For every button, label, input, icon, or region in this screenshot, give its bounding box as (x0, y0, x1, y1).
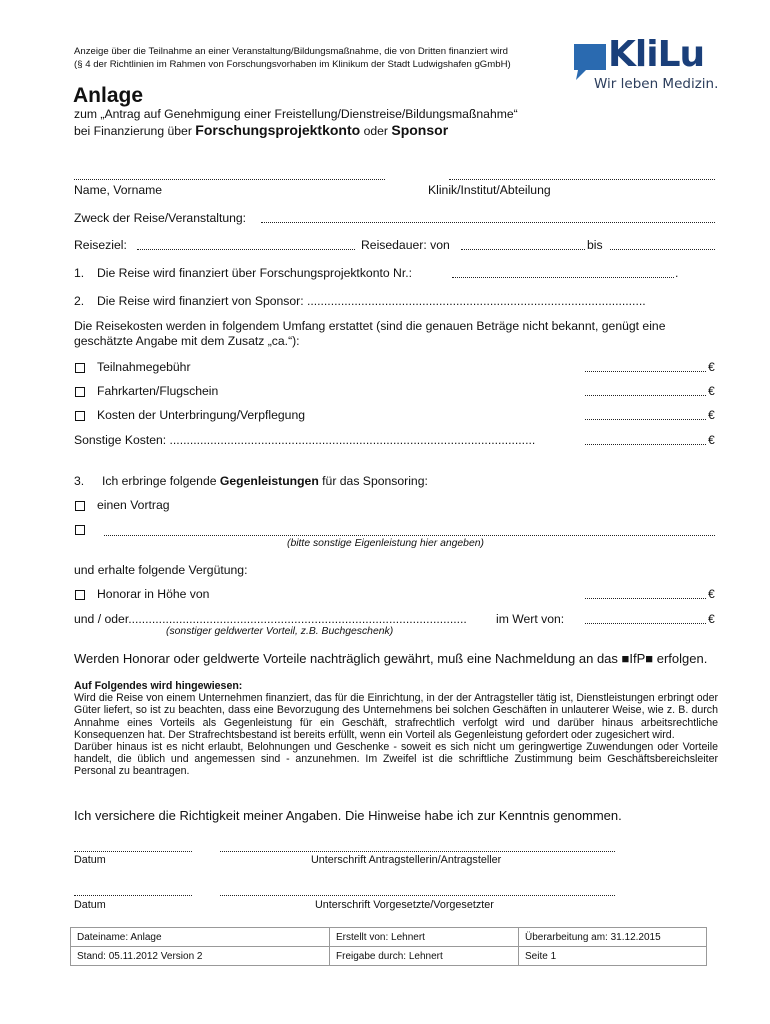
title-subline1: zum „Antrag auf Genehmigung einer Freistellung/Dienstreise/Bildungsmaßnahme“ (74, 107, 518, 121)
header-notice-line1: Anzeige über die Teilnahme an einer Veranstaltung/Bildungsmaßnahme, die von Dritten finanziert wird (74, 46, 508, 57)
name-label: Name, Vorname (74, 183, 163, 197)
purpose-field-line[interactable] (261, 222, 715, 223)
fee-amount-line[interactable] (585, 598, 706, 599)
table-cell: Seite 1 (519, 947, 707, 966)
talk-label: einen Vortrag (97, 498, 170, 512)
costs-intro-line2: geschätzte Angabe mit dem Zusatz „ca.“): (74, 334, 300, 348)
applicant-signature-line[interactable] (220, 851, 615, 852)
item1-end: . (675, 266, 679, 280)
table-cell: Dateiname: Anlage (71, 928, 330, 947)
header-notice-line2: (§ 4 der Richtlinien im Rahmen von Forschungsvorhaben im Klinikum der Stadt Ludwigshafen gGmbH) (74, 59, 511, 70)
duration-from-field-line[interactable] (461, 249, 585, 250)
currency-symbol: € (708, 587, 715, 601)
other-costs-label: Sonstige Kosten: ............................................................................................................ (74, 433, 536, 447)
other-service-hint: (bitte sonstige Eigenleistung hier angeben) (287, 538, 484, 549)
logo-tagline: Wir leben Medizin. (594, 76, 719, 92)
supervisor-signature-line[interactable] (220, 895, 615, 896)
assurance-statement: Ich versichere die Richtigkeit meiner Angaben. Die Hinweise habe ich zur Kenntnis genommen. (74, 808, 622, 823)
tickets-amount-line[interactable] (585, 395, 706, 396)
checkbox-tickets[interactable] (75, 387, 85, 397)
table-cell: Erstellt von: Lehnert (330, 928, 519, 947)
clinic-label: Klinik/Institut/Abteilung (428, 183, 551, 197)
costs-intro-line1: Die Reisekosten werden in folgendem Umfang erstattet (sind die genauen Beträge nicht bekannt, genügt eine (74, 319, 666, 333)
item3-number: 3. (74, 474, 85, 488)
cost-item-participation-fee: Teilnahmegebühr (97, 360, 191, 374)
subline2-prefix: bei Finanzierung über (74, 124, 196, 138)
subline2-bold-sponsor: Sponsor (391, 122, 449, 138)
other-costs-amount-line[interactable] (585, 444, 706, 445)
value-label: im Wert von: (496, 612, 565, 626)
destination-field-line[interactable] (137, 249, 355, 250)
duration-to-label: bis (587, 238, 603, 252)
table-cell: Freigabe durch: Lehnert (330, 947, 519, 966)
legal-notice-paragraph2: Darüber hinaus ist es nicht erlaubt, Belohnungen und Geschenke - soweit es sich nicht um geringwertige Zuwendungen oder Vorteile handelt, die üblich und angemessen sind - anzunehmen. Im Zweifel ist die schriftliche Zustimmung beim Geschäftsbereichsleiter Personal zu beantragen. (74, 741, 718, 778)
document-info-table (70, 927, 707, 966)
date-label-2: Datum (74, 899, 106, 911)
compensation-label: und erhalte folgende Vergütung: (74, 563, 248, 577)
checkbox-participation-fee[interactable] (75, 363, 85, 373)
legal-notice-paragraph1: Wird die Reise von einem Unternehmen finanziert, das für die Einrichtung, in der der Antragsteller tätig ist, Dienstleistungen erbringt oder Güter liefert, so ist zu beachten, dass eine Bevorzugung des Unternehmens bei solchen Geschäften in unlauterer Weise, wie z. B. durch Annahme eines Vorteils als Gegenleistung für ein Geschäft, strafrechtlich verfolgt wird und darüber hinaus arbeitsrechtliche Konsequenzen hat. Der Strafrechtsbestand ist bereits erfüllt, wenn ein Vorteil als Gegenleistung gefordert oder zugesichert wird. (74, 692, 718, 741)
currency-symbol: € (708, 612, 715, 626)
item3-text (102, 474, 428, 488)
item3-suffix: für das Sponsoring: (318, 474, 428, 488)
checkbox-accommodation[interactable] (75, 411, 85, 421)
duration-to-field-line[interactable] (610, 249, 715, 250)
date-label-1: Datum (74, 854, 106, 866)
currency-symbol: € (708, 433, 715, 447)
participation-fee-amount-line[interactable] (585, 371, 706, 372)
date-field-line-2[interactable] (74, 895, 192, 896)
item1-number: 1. (74, 266, 85, 280)
item3-prefix: Ich erbringe folgende (102, 474, 220, 488)
supervisor-signature-label: Unterschrift Vorgesetzte/Vorgesetzter (315, 899, 494, 911)
table-cell: Überarbeitung am: 31.12.2015 (519, 928, 707, 947)
date-field-line-1[interactable] (74, 851, 192, 852)
checkbox-fee[interactable] (75, 590, 85, 600)
table-row (71, 928, 707, 947)
applicant-signature-label: Unterschrift Antragstellerin/Antragsteller (311, 854, 502, 866)
table-cell: Stand: 05.11.2012 Version 2 (71, 947, 330, 966)
other-service-field-line[interactable] (104, 535, 715, 536)
currency-symbol: € (708, 360, 715, 374)
item3-bold: Gegenleistungen (219, 474, 319, 488)
currency-symbol: € (708, 384, 715, 398)
klilu-logo (572, 34, 732, 96)
cost-item-tickets: Fahrkarten/Flugschein (97, 384, 219, 398)
duration-from-label: Reisedauer: von (361, 238, 450, 252)
value-amount-line[interactable] (585, 623, 706, 624)
purpose-label: Zweck der Reise/Veranstaltung: (74, 211, 247, 225)
report-notice: Werden Honorar oder geldwerte Vorteile nachträglich gewährt, muß eine Nachmeldung an das ■IfP■ erfolgen. (74, 651, 708, 666)
checkbox-talk[interactable] (75, 501, 85, 511)
table-row (71, 947, 707, 966)
item2-number: 2. (74, 294, 85, 308)
logo-name: KliLu (608, 34, 705, 75)
legal-notice-heading: Auf Folgendes wird hingewiesen: (74, 680, 243, 692)
clinic-field-line[interactable] (449, 179, 715, 180)
value-hint: (sonstiger geldwerter Vorteil, z.B. Buchgeschenk) (166, 626, 394, 637)
subline2-bold-project: Forschungsprojektkonto (195, 122, 361, 138)
fee-label: Honorar in Höhe von (97, 587, 210, 601)
item2-sponsor-text: Die Reise wird finanziert von Sponsor: .................................................................................................... (97, 294, 646, 308)
page-title: Anlage (73, 84, 144, 107)
cost-item-accommodation: Kosten der Unterbringung/Verpflegung (97, 408, 306, 422)
item1-text: Die Reise wird finanziert über Forschungsprojektkonto Nr.: (97, 266, 412, 280)
accommodation-amount-line[interactable] (585, 419, 706, 420)
checkbox-other-service[interactable] (75, 525, 85, 535)
subline2-mid: oder (360, 124, 392, 138)
currency-symbol: € (708, 408, 715, 422)
legal-notice (74, 680, 718, 778)
destination-label: Reiseziel: (74, 238, 127, 252)
project-account-field-line[interactable] (452, 277, 674, 278)
andor-label: und / oder.................................................................................................... (74, 612, 467, 626)
name-field-line[interactable] (74, 179, 385, 180)
title-subline2 (74, 122, 448, 138)
